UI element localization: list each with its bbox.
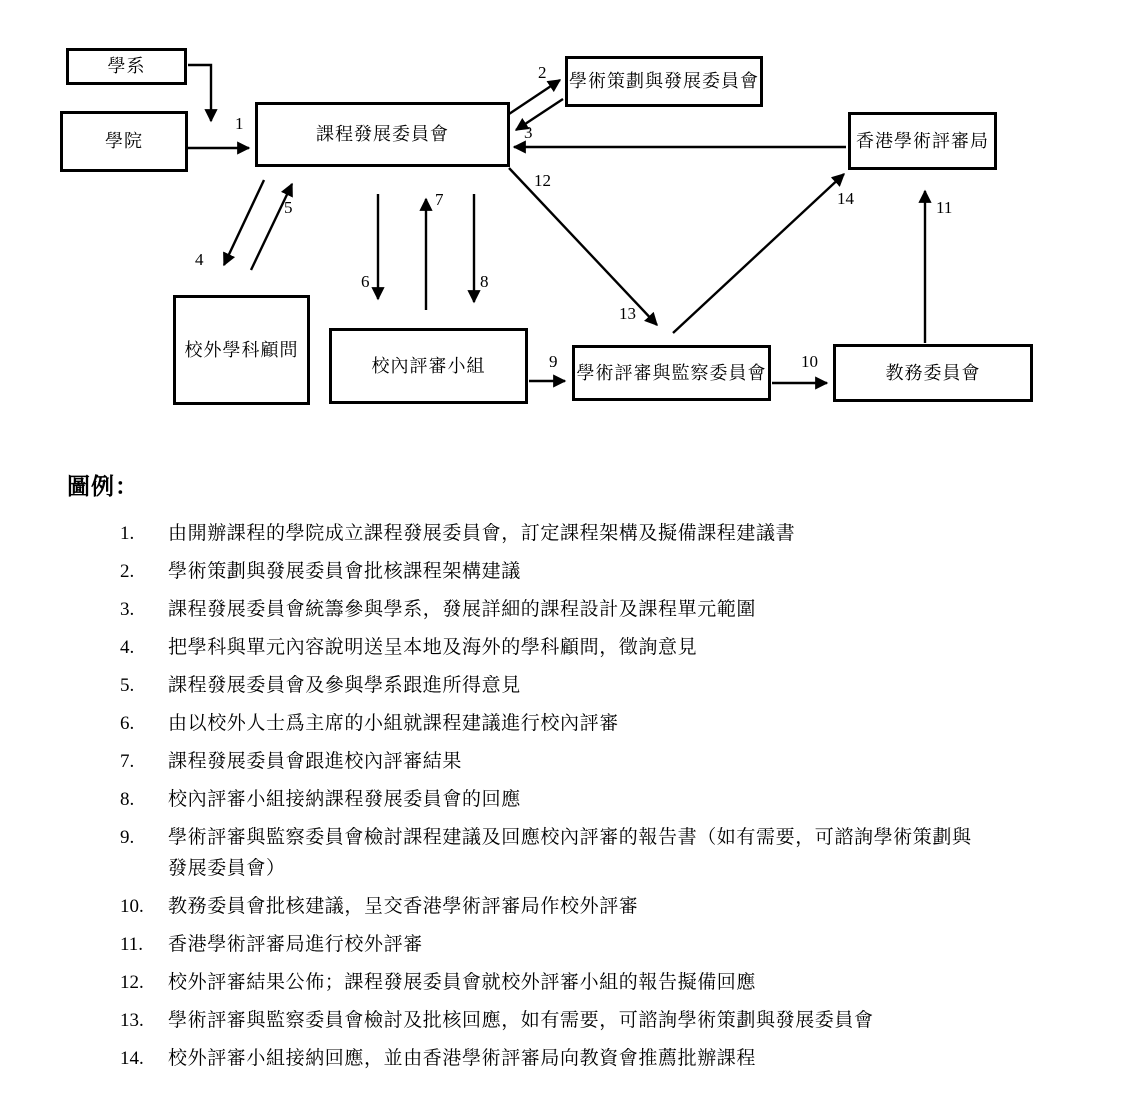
legend-item-number: 12. <box>120 972 144 993</box>
legend-item-text: 課程發展委員會及參與學系跟進所得意見 <box>168 675 521 696</box>
arrow-14-avmc-to-hkcaa <box>673 174 844 333</box>
box-senate-label: 教務委員會 <box>885 362 981 383</box>
legend-item-number: 13. <box>120 1010 144 1031</box>
box-department <box>66 48 187 85</box>
legend-item-text: 校外評審小組接納回應，並由香港學術評審局向教資會推薦批辦課程 <box>168 1048 757 1069</box>
step-label-8: 8 <box>480 272 489 291</box>
legend-item-number: 8. <box>120 789 135 810</box>
step-label-1: 1 <box>235 114 244 133</box>
legend-item-text: 課程發展委員會跟進校內評審結果 <box>168 751 463 772</box>
box-senate <box>833 344 1033 402</box>
box-hkcaa <box>848 112 997 170</box>
step-label-7: 7 <box>435 190 444 209</box>
legend-item-number: 6. <box>120 713 135 734</box>
step-label-12: 12 <box>534 171 551 190</box>
step-label-6: 6 <box>361 272 370 291</box>
arrow-13-cdc-to-avmc <box>509 168 657 325</box>
step-label-9: 9 <box>549 352 558 371</box>
legend-item-number: 1. <box>120 523 135 544</box>
legend-item-number: 2. <box>120 561 135 582</box>
box-academic-planning-development-committee <box>565 56 763 107</box>
legend-item-10 <box>67 891 1077 922</box>
legend-item-text: 校內評審小組接納課程發展委員會的回應 <box>168 789 521 810</box>
box-hkcaa-label: 香港學術評審局 <box>856 130 989 151</box>
legend-item-1 <box>67 518 1077 549</box>
box-external-subject-advisers <box>173 295 310 405</box>
step-label-11: 11 <box>936 198 953 217</box>
step-label-5: 5 <box>284 198 293 217</box>
legend-item-text: 教務委員會批核建議，呈交香港學術評審局作校外評審 <box>168 896 639 917</box>
step-label-2: 2 <box>538 63 547 82</box>
legend-item-11 <box>67 929 1077 960</box>
box-department-label: 學系 <box>107 56 146 77</box>
legend-item-text: 校外評審結果公佈；課程發展委員會就校外評審小組的報告擬備回應 <box>168 972 757 993</box>
box-faculty <box>60 111 188 172</box>
legend-item-number: 7. <box>120 751 135 772</box>
arrow-department-to-cdc <box>188 65 211 121</box>
step-label-3: 3 <box>524 123 533 142</box>
legend-item-12 <box>67 967 1077 998</box>
step-label-14: 14 <box>837 189 854 208</box>
legend-item-number: 5. <box>120 675 135 696</box>
legend-item-8 <box>67 784 1077 815</box>
box-internal-panel-label: 校內評審小組 <box>371 355 486 376</box>
arrow-2-cdc-to-apdc <box>509 80 560 114</box>
box-avmc-label: 學術評審與監察委員會 <box>576 362 767 383</box>
legend-item-5 <box>67 670 1077 701</box>
legend-item-6 <box>67 708 1077 739</box>
legend-item-number: 14. <box>120 1048 144 1069</box>
box-apdc-label: 學術策劃與發展委員會 <box>569 71 759 92</box>
legend-item-number: 4. <box>120 637 135 658</box>
legend-item-text: 把學科與單元內容說明送呈本地及海外的學科顧問，徵詢意見 <box>168 637 698 658</box>
legend-item-text: 由以校外人士爲主席的小組就課程建議進行校內評審 <box>168 713 619 734</box>
arrow-4-cdc-to-external-advisers <box>224 180 264 265</box>
box-curriculum-development-committee <box>255 102 510 167</box>
legend-item-2 <box>67 556 1077 587</box>
legend-item-text: 課程發展委員會統籌參與學系，發展詳細的課程設計及課程單元範圍 <box>168 599 757 620</box>
step-label-10: 10 <box>801 352 818 371</box>
legend-item-number: 10. <box>120 896 144 917</box>
legend-item-text: 學術評審與監察委員會檢討課程建議及回應校內評審的報告書（如有需要，可諮詢學術策劃與 發展委員會） <box>168 827 972 879</box>
step-label-4: 4 <box>195 250 204 269</box>
box-faculty-label: 學院 <box>105 131 143 152</box>
flowchart <box>0 0 1126 440</box>
legend-item-text: 由開辦課程的學院成立課程發展委員會，訂定課程架構及擬備課程建議書 <box>168 523 796 544</box>
box-cdc-label: 課程發展委員會 <box>316 124 449 145</box>
legend-item-text: 學術評審與監察委員會檢討及批核回應，如有需要，可諮詢學術策劃與發展委員會 <box>168 1010 874 1031</box>
legend-item-14 <box>67 1043 1077 1074</box>
legend-item-7 <box>67 746 1077 777</box>
legend-title: 圖例： <box>67 474 139 499</box>
legend-item-number: 3. <box>120 599 135 620</box>
legend-item-9 <box>67 822 1077 884</box>
legend-item-number: 11. <box>120 934 144 955</box>
legend-item-4 <box>67 632 1077 663</box>
legend-item-3 <box>67 594 1077 625</box>
step-label-13: 13 <box>619 304 636 323</box>
legend-item-text: 香港學術評審局進行校外評審 <box>168 934 423 955</box>
box-academic-validation-monitoring-committee <box>572 345 771 401</box>
legend-item-text: 學術策劃與發展委員會批核課程架構建議 <box>168 561 521 582</box>
box-external-advisers-label: 校外學科顧問 <box>184 339 299 360</box>
legend <box>67 468 1077 1081</box>
box-internal-validation-panel <box>329 328 528 404</box>
legend-item-13 <box>67 1005 1077 1036</box>
legend-item-number: 9. <box>120 827 135 848</box>
